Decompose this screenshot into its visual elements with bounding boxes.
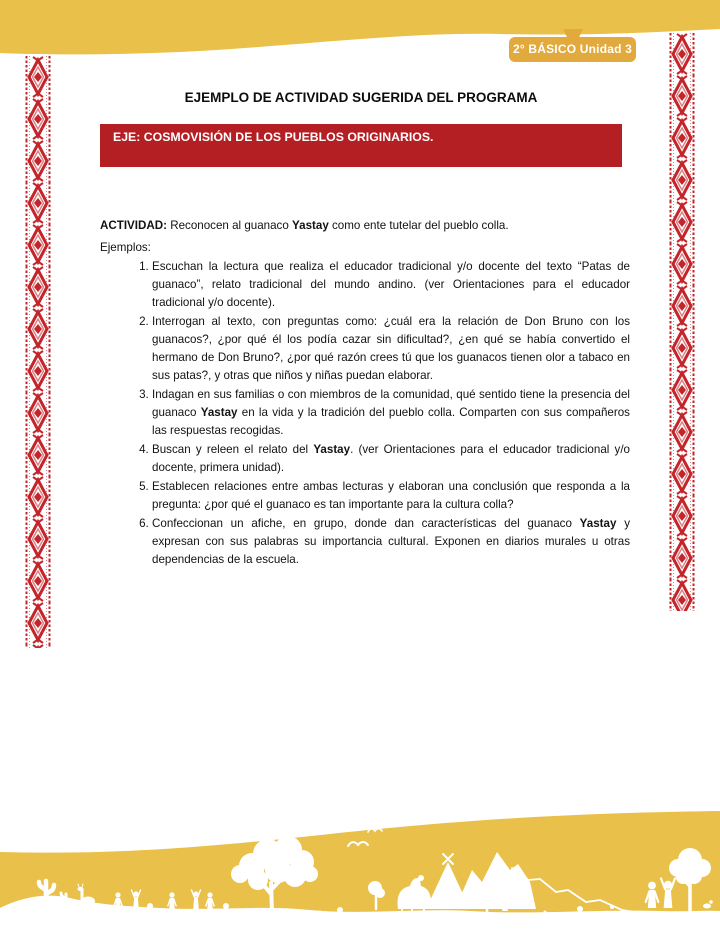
activity-line: ACTIVIDAD: Reconocen al guanaco Yastay como ente tutelar del pueblo colla. — [100, 218, 509, 232]
example-item: 5. Establecen relaciones entre ambas lecturas y elaboran una conclusión que responda a la pregunta: ¿por qué el guanaco es tan importante para la cultura colla? — [152, 478, 630, 514]
eje-banner-label: EJE: COSMOVISIÓN DE LOS PUEBLOS ORIGINARIOS. — [113, 130, 434, 144]
example-item: 6. Confeccionan un afiche, en grupo, donde dan características del guanaco Yastay y expresan con sus palabras su importancia cultural. Exponen en diarios murales u otras dependencias de la escuela. — [152, 515, 630, 569]
bottom-landscape-illustration — [0, 782, 720, 932]
example-item: 2. Interrogan al texto, con preguntas como: ¿cuál era la relación de Don Bruno con los guanacos?, ¿por qué él los podía cazar sin dificultad?, ¿en qué se había convertido el hermano de Don Bruno?, ¿por qué razón crees tú que los guanacos tienen olor a tabaco en sus patas?, y otras que niños y niñas puedan elaborar. — [152, 313, 630, 385]
andean-pattern-left-border — [25, 56, 51, 648]
andean-pattern-right-border — [669, 33, 695, 611]
unit-badge: 2° BÁSICO Unidad 3 — [509, 37, 636, 62]
example-item: 3. Indagan en sus familias o con miembros de la comunidad, qué sentido tiene la presencia del guanaco Yastay en la vida y la tradición del pueblo colla. Comparten con sus compañeros las respuestas recogidas. — [152, 386, 630, 440]
example-item: 1. Escuchan la lectura que realiza el educador tradicional y/o docente del texto “Patas de guanaco”, relato tradicional del mundo andino. (ver Orientaciones para el educador tradicional y/o docente). — [152, 258, 630, 312]
examples-list — [100, 258, 630, 569]
eje-banner — [100, 124, 622, 167]
page-title: EJEMPLO DE ACTIVIDAD SUGERIDA DEL PROGRAMA — [184, 90, 538, 105]
examples-heading: Ejemplos: — [100, 241, 151, 254]
examples-section — [100, 258, 630, 570]
example-item: 4. Buscan y releen el relato del Yastay. (ver Orientaciones para el educador tradicional y/o docente, primera unidad). — [152, 441, 630, 477]
